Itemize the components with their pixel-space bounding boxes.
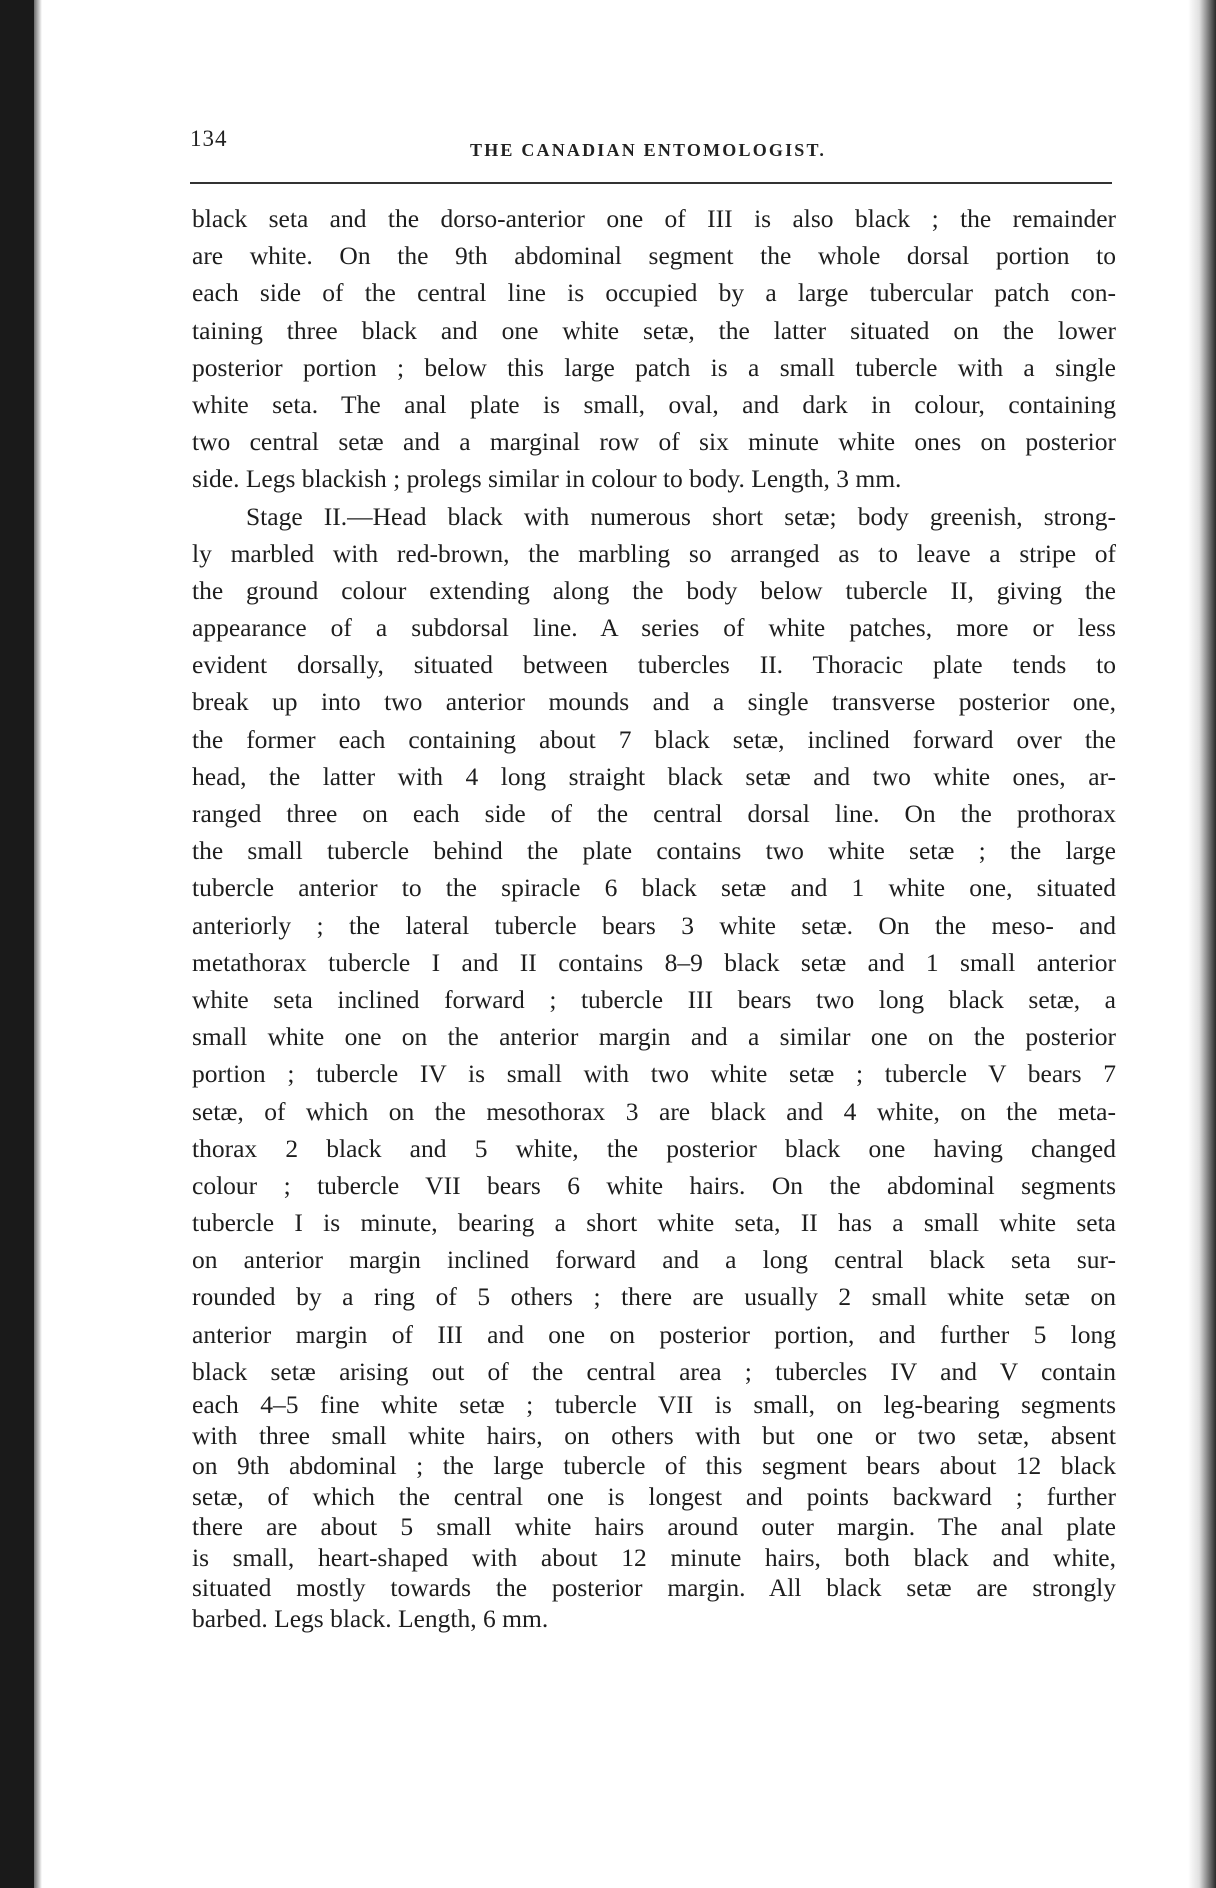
text-line: small white one on the anterior margin and a similar one on the posterior	[192, 1022, 1116, 1052]
text-line: thorax 2 black and 5 white, the posterior black one having changed	[192, 1133, 1116, 1163]
text-line: rounded by a ring of 5 others ; there are usually 2 small white setæ on	[192, 1282, 1116, 1312]
text-line: black seta and the dorso-anterior one of III is also black ; the remainder	[192, 204, 1116, 233]
text-line: each 4–5 fine white setæ ; tubercle VII is small, on leg-bearing segments	[192, 1390, 1116, 1419]
text-line: taining three black and one white setæ, the latter situated on the lower	[192, 315, 1116, 345]
text-line: tubercle anterior to the spiracle 6 black setæ and 1 white one, situated	[192, 873, 1116, 903]
text-line: two central setæ and a marginal row of six minute white ones on posterior	[192, 427, 1116, 457]
text-line: ly marbled with red-brown, the marbling so arranged as to leave a stripe of	[192, 538, 1116, 568]
running-title: THE CANADIAN ENTOMOLOGIST.	[470, 140, 827, 160]
text-line: break up into two anterior mounds and a single transverse posterior one,	[192, 687, 1116, 717]
text-line: on 9th abdominal ; the large tubercle of this segment bears about 12 black	[192, 1451, 1116, 1480]
text-line: posterior portion ; below this large patch is a small tubercle with a single	[192, 352, 1116, 382]
text-line: white seta inclined forward ; tubercle III bears two long black setæ, a	[192, 984, 1116, 1014]
text-line: side. Legs blackish ; prolegs similar in colour to body. Length, 3 mm.	[192, 464, 902, 494]
text-line: are white. On the 9th abdominal segment the whole dorsal portion to	[192, 241, 1116, 271]
text-line: with three small white hairs, on others with but one or two setæ, absent	[192, 1420, 1116, 1450]
text-line: the small tubercle behind the plate contains two white setæ ; the large	[192, 836, 1116, 866]
header-rule	[190, 182, 1112, 184]
text-line: white seta. The anal plate is small, oval, and dark in colour, containing	[192, 389, 1116, 419]
text-line: the ground colour extending along the body below tubercle II, giving the	[192, 575, 1116, 605]
body-text	[192, 200, 1116, 1634]
page-number: 134	[190, 126, 228, 151]
text-line: on anterior margin inclined forward and a long central black seta sur-	[192, 1245, 1116, 1275]
text-line: setæ, of which on the mesothorax 3 are black and 4 white, on the meta-	[192, 1096, 1116, 1126]
text-line: evident dorsally, situated between tubercles II. Thoracic plate tends to	[192, 650, 1116, 680]
text-line: ranged three on each side of the central dorsal line. On the prothorax	[192, 799, 1116, 828]
scan-left-shadow	[34, 0, 42, 1888]
scan-left-edge	[0, 0, 34, 1888]
text-line: appearance of a subdorsal line. A series of white patches, more or less	[192, 613, 1116, 643]
text-line: is small, heart-shaped with about 12 minute hairs, both black and white,	[192, 1542, 1116, 1572]
text-line: metathorax tubercle I and II contains 8–9 black setæ and 1 small anterior	[192, 947, 1116, 977]
text-line: the former each containing about 7 black setæ, inclined forward over the	[192, 724, 1116, 754]
text-line: anteriorly ; the lateral tubercle bears 3 white setæ. On the meso- and	[192, 910, 1116, 940]
text-line: situated mostly towards the posterior margin. All black setæ are strongly	[192, 1573, 1116, 1602]
text-line: portion ; tubercle IV is small with two white setæ ; tubercle V bears 7	[192, 1059, 1116, 1089]
text-line: anterior margin of III and one on posterior portion, and further 5 long	[192, 1319, 1116, 1349]
text-line: barbed. Legs black. Length, 6 mm.	[192, 1603, 549, 1633]
text-line: each side of the central line is occupied by a large tubercular patch con-	[192, 278, 1116, 308]
text-line: colour ; tubercle VII bears 6 white hairs. On the abdominal segments	[192, 1170, 1116, 1200]
text-line: setæ, of which the central one is longest and points backward ; further	[192, 1481, 1116, 1511]
text-line: there are about 5 small white hairs around outer margin. The anal plate	[192, 1512, 1116, 1541]
paragraph-start-line: Stage II.—Head black with numerous short setæ; body greenish, strong-	[246, 501, 1116, 531]
scan-right-edge	[1188, 0, 1216, 1888]
text-line: black setæ arising out of the central area ; tubercles IV and V contain	[192, 1356, 1116, 1386]
text-line: head, the latter with 4 long straight black setæ and two white ones, ar-	[192, 761, 1116, 791]
text-line: tubercle I is minute, bearing a short white seta, II has a small white seta	[192, 1208, 1116, 1238]
